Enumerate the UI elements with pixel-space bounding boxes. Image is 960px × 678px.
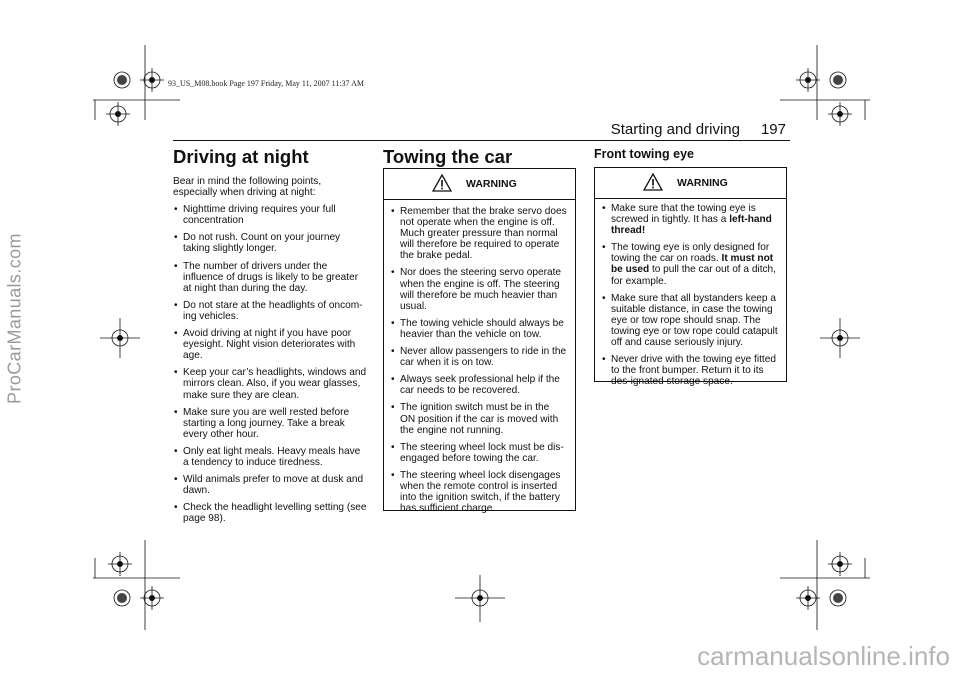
- list-item: • Remember that the brake servo does not operate when the engine is off. Much greater pressure than normal will therefore be required to operate the brake pedal.: [390, 206, 567, 261]
- warning-triangle-icon: [643, 173, 663, 191]
- towing-warning-list: [384, 200, 575, 514]
- heading-driving-at-night: Driving at night: [173, 146, 309, 167]
- list-item: • Always seek professional help if the car needs to be recovered.: [390, 374, 567, 396]
- warning-label: WARNING: [677, 177, 728, 189]
- list-item: • Do not stare at the headlights of oncom-ing vehicles.: [173, 300, 367, 322]
- list-item: • Never drive with the towing eye fitted to the front bumper. Return it to its des-ignated storage space.: [601, 354, 778, 387]
- header-section-title: Starting and driving: [610, 121, 740, 138]
- intro-paragraph: Bear in mind the following points, especially when driving at night:: [173, 176, 322, 199]
- list-item: • The towing vehicle should always be heavier than the vehicle on tow.: [390, 318, 567, 340]
- list-item: • Avoid driving at night if you have poor eyesight. Night vision deteriorates with age.: [173, 328, 367, 361]
- heading-front-towing-eye: Front towing eye: [594, 147, 694, 161]
- warning-triangle-icon: [432, 174, 452, 192]
- warning-header: [384, 169, 575, 200]
- list-item: • Make sure that the towing eye is screwed in tightly. It has a left-hand thread!: [601, 203, 778, 236]
- list-item: • Check the headlight levelling setting (see page 98).: [173, 502, 367, 524]
- list-item: • Nor does the steering servo operate when the engine is off. The steering will therefore be much heavier than usual.: [390, 267, 567, 311]
- warning-label: WARNING: [466, 178, 517, 190]
- warning-header: [595, 168, 786, 199]
- list-item: • The ignition switch must be in the ON position if the car is moved with the engine not running.: [390, 402, 567, 435]
- list-item: • Do not rush. Count on your journey taking slightly longer.: [173, 232, 367, 254]
- column-driving-at-night: [173, 146, 367, 530]
- list-item: • The steering wheel lock disengages when the remote control is inserted into the ignition switch, if the battery has sufficient charge.: [390, 470, 567, 514]
- list-item: • Keep your car’s headlights, windows and mirrors clean. Also, if you wear glasses, make sure they are clean.: [173, 367, 367, 400]
- print-slug: 93_US_M08.book Page 197 Friday, May 11, 2007 11:37 AM: [168, 79, 364, 88]
- footer-watermark: carmanualsonline.info: [697, 641, 950, 671]
- list-item: • Only eat light meals. Heavy meals have a tendency to induce tiredness.: [173, 446, 367, 468]
- list-item: • Make sure that all bystanders keep a suitable distance, in case the towing eye or tow rope should snap. The towing eye or tow rope could catapult off and cause seriously injury.: [601, 293, 778, 348]
- list-item: • The steering wheel lock must be dis-engaged before towing the car.: [390, 442, 567, 464]
- list-item: • The number of drivers under the influence of drugs is likely to be greater at night than during the day.: [173, 261, 367, 294]
- towing-eye-warning-box: [594, 167, 787, 388]
- list-item: • Wild animals prefer to move at dusk and dawn.: [173, 474, 367, 496]
- list-item: • Nighttime driving requires your full concentration: [173, 204, 367, 226]
- towing-eye-warning-list: [595, 199, 786, 387]
- list-item: • The towing eye is only designed for towing the car on roads. It must not be used to pull the car out of a ditch, for example.: [601, 242, 778, 286]
- list-item: • Make sure you are well rested before starting a long journey. Take a break every other hour.: [173, 407, 367, 440]
- list-item: • Never allow passengers to ride in the car when it is on tow.: [390, 346, 567, 368]
- heading-towing-the-car: Towing the car: [383, 146, 513, 167]
- running-header: [173, 120, 790, 141]
- towing-warning-box: [383, 168, 576, 515]
- night-driving-list: [173, 204, 367, 524]
- page-number: 197: [760, 121, 786, 138]
- side-watermark: ProCarManuals.com: [4, 233, 25, 404]
